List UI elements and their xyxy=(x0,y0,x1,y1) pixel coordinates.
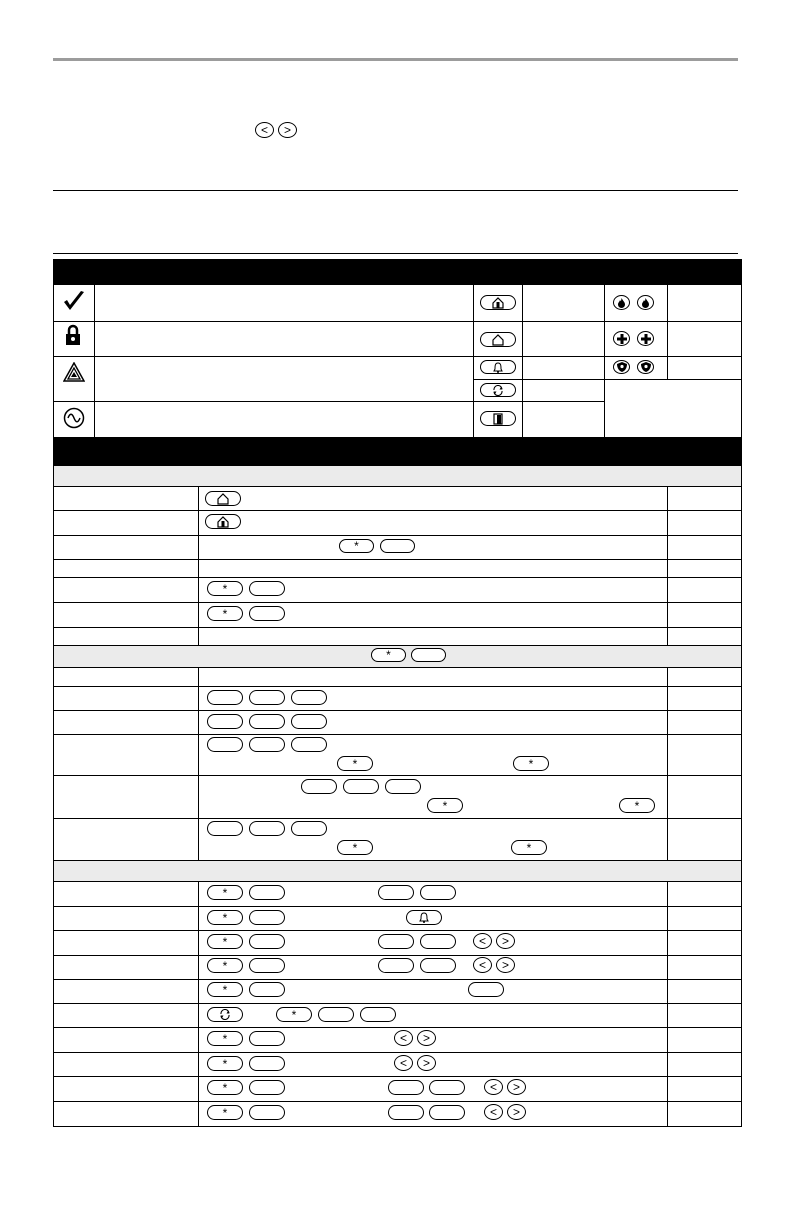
panic-icon[interactable] xyxy=(613,360,630,374)
reset-icon[interactable] xyxy=(480,383,516,397)
legend-header-band xyxy=(53,259,742,285)
scroll-left-key[interactable]: < xyxy=(255,122,274,138)
blank-key[interactable] xyxy=(249,1031,285,1046)
check-icon xyxy=(62,290,86,312)
blank-key[interactable] xyxy=(378,934,414,949)
scroll-left-key[interactable]: < xyxy=(484,1079,503,1095)
functions-header-band xyxy=(53,437,742,466)
digit-key[interactable] xyxy=(249,714,285,729)
star-key[interactable]: * xyxy=(207,1080,243,1095)
blank-key[interactable] xyxy=(249,885,285,900)
exit-icon[interactable] xyxy=(480,411,516,426)
digit-key[interactable] xyxy=(291,690,327,705)
fire-icon[interactable] xyxy=(637,295,654,310)
star-key[interactable]: * xyxy=(276,1007,312,1022)
digit-key[interactable] xyxy=(249,737,285,752)
blank-key[interactable] xyxy=(360,1007,396,1022)
blank-key[interactable] xyxy=(420,885,456,900)
star-key[interactable]: * xyxy=(207,1105,243,1120)
scroll-right-key[interactable]: > xyxy=(496,933,515,949)
scroll-left-key[interactable]: < xyxy=(484,1104,503,1120)
blank-key[interactable] xyxy=(420,958,456,973)
blank-key[interactable] xyxy=(429,1105,465,1120)
auxiliary-icon[interactable] xyxy=(637,331,654,346)
trouble-triangle-icon xyxy=(63,362,85,382)
blank-key[interactable] xyxy=(249,581,285,596)
star-key[interactable]: * xyxy=(207,1056,243,1071)
scroll-right-key[interactable]: > xyxy=(496,957,515,973)
panic-icon[interactable] xyxy=(637,360,654,374)
digit-key[interactable] xyxy=(291,714,327,729)
star-key[interactable]: * xyxy=(207,934,243,949)
scroll-right-key[interactable]: > xyxy=(507,1079,526,1095)
digit-key[interactable] xyxy=(207,821,243,836)
divider-rule-1 xyxy=(53,190,738,191)
blank-key[interactable] xyxy=(318,1007,354,1022)
digit-key[interactable] xyxy=(207,690,243,705)
blank-key[interactable] xyxy=(429,1080,465,1095)
scroll-left-key[interactable]: < xyxy=(473,957,492,973)
lock-icon xyxy=(65,324,81,346)
stay-arm-key[interactable] xyxy=(205,514,241,529)
chime-key[interactable] xyxy=(406,910,442,925)
blank-key[interactable] xyxy=(249,958,285,973)
scroll-right-key[interactable]: > xyxy=(278,122,297,138)
star-key[interactable]: * xyxy=(427,798,463,813)
digit-key[interactable] xyxy=(207,737,243,752)
digit-key[interactable] xyxy=(291,737,327,752)
digit-key[interactable] xyxy=(301,779,337,794)
digit-key[interactable] xyxy=(343,779,379,794)
blank-key[interactable] xyxy=(468,982,504,997)
top-gray-rule xyxy=(53,58,738,61)
star-key[interactable]: * xyxy=(371,648,406,662)
reset-key[interactable] xyxy=(207,1007,243,1022)
star-key[interactable]: * xyxy=(337,756,373,771)
auxiliary-icon[interactable] xyxy=(613,331,630,346)
star-key[interactable]: * xyxy=(619,798,655,813)
scroll-left-key[interactable]: < xyxy=(473,933,492,949)
section-features xyxy=(54,860,741,881)
digit-key[interactable] xyxy=(249,821,285,836)
blank-key[interactable] xyxy=(249,934,285,949)
blank-key[interactable] xyxy=(411,648,446,662)
scroll-right-key[interactable]: > xyxy=(417,1030,436,1046)
star-key[interactable]: * xyxy=(511,840,547,855)
star-key[interactable]: * xyxy=(207,581,243,596)
blank-key[interactable] xyxy=(380,539,415,553)
blank-key[interactable] xyxy=(249,982,285,997)
stay-arm-icon[interactable] xyxy=(480,295,516,310)
digit-key[interactable] xyxy=(207,714,243,729)
away-arm-key[interactable] xyxy=(205,491,241,506)
star-key[interactable]: * xyxy=(339,539,374,553)
section-arming xyxy=(54,466,741,486)
divider-rule-2 xyxy=(53,253,738,254)
blank-key[interactable] xyxy=(420,934,456,949)
digit-key[interactable] xyxy=(249,690,285,705)
blank-key[interactable] xyxy=(378,885,414,900)
blank-key[interactable] xyxy=(249,1056,285,1071)
blank-key[interactable] xyxy=(388,1105,424,1120)
star-key[interactable]: * xyxy=(207,885,243,900)
scroll-left-key[interactable]: < xyxy=(394,1055,413,1071)
star-key[interactable]: * xyxy=(207,958,243,973)
blank-key[interactable] xyxy=(388,1080,424,1095)
blank-key[interactable] xyxy=(249,606,285,621)
blank-key[interactable] xyxy=(378,958,414,973)
digit-key[interactable] xyxy=(385,779,421,794)
star-key[interactable]: * xyxy=(207,606,243,621)
digit-key[interactable] xyxy=(291,821,327,836)
chime-icon[interactable] xyxy=(480,360,516,374)
blank-key[interactable] xyxy=(249,1105,285,1120)
ac-power-icon xyxy=(63,407,85,429)
scroll-right-key[interactable]: > xyxy=(507,1104,526,1120)
star-key[interactable]: * xyxy=(207,982,243,997)
star-key[interactable]: * xyxy=(337,840,373,855)
blank-key[interactable] xyxy=(249,1080,285,1095)
away-arm-icon[interactable] xyxy=(480,332,516,347)
star-key[interactable]: * xyxy=(207,910,243,925)
star-key[interactable]: * xyxy=(207,1031,243,1046)
blank-key[interactable] xyxy=(249,910,285,925)
fire-icon[interactable] xyxy=(613,295,630,310)
scroll-right-key[interactable]: > xyxy=(417,1055,436,1071)
scroll-left-key[interactable]: < xyxy=(394,1030,413,1046)
star-key[interactable]: * xyxy=(513,756,549,771)
